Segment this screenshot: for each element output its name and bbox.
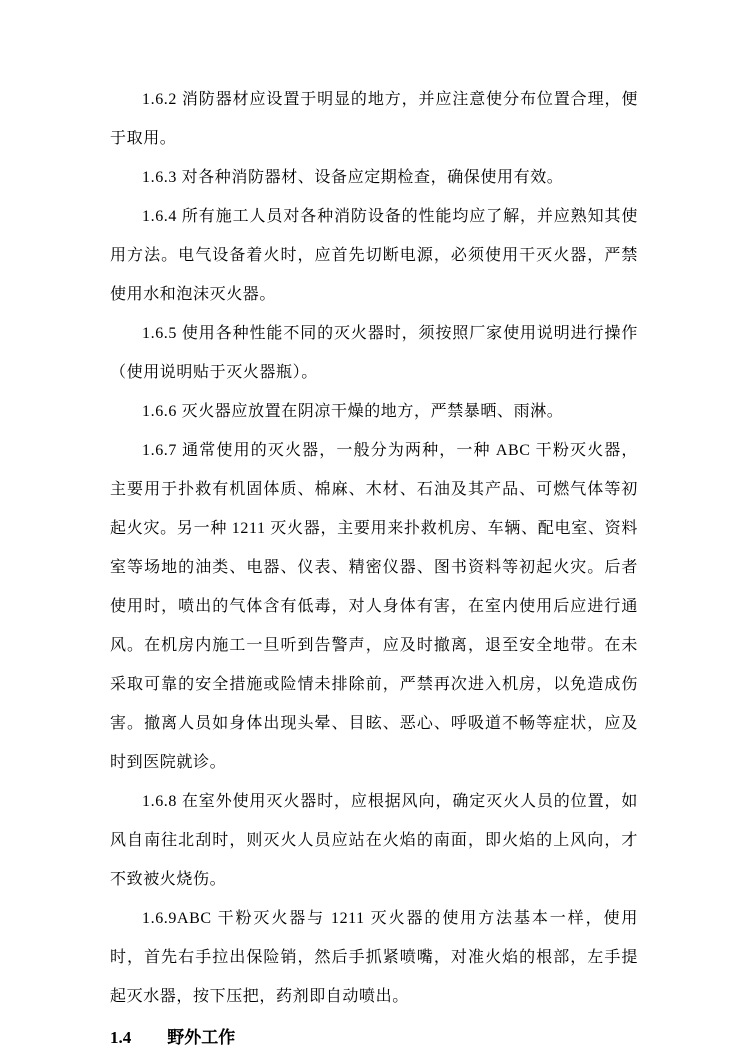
paragraph-1-6-8: 1.6.8 在室外使用灭火器时，应根据风向，确定灭火人员的位置，如风自南往北刮时，则灭火人员应站在火焰的南面，即火焰的上风向，才不致被火烧伤。	[110, 793, 638, 888]
paragraph-1-6-7: 1.6.7 通常使用的灭火器，一般分为两种，一种 ABC 干粉灭火器，主要用于扑救有机固体质、棉麻、木材、石油及其产品、可燃气体等初起火灾。另一种 1211 灭火器，主要用来扑救机房、车辆、配电室、资料室等场地的油类、电器、仪表、精密仪器、图书资料等初起火灾。后者使用时，喷出的气体含有低毒，对人身体有害，在室内使用后应进行通风。在机房内施工一旦听到告警声，应及时撤离，退至安全地带。在未采取可靠的安全措施或险情未排除前，严禁再次进入机房，以免造成伤害。撤离人员如身体出现头晕、目眩、恶心、呼吸道不畅等症状，应及时到医院就诊。	[110, 442, 638, 771]
section-heading	[110, 1016, 638, 1057]
paragraph-1-6-3: 1.6.3 对各种消防器材、设备应定期检查，确保使用有效。	[142, 169, 564, 186]
section-number: 1.4	[110, 1028, 132, 1047]
paragraph-1-6-2: 1.6.2 消防器材应设置于明显的地方，并应注意使分布位置合理，便于取用。	[110, 91, 638, 147]
paragraph-1-6-5: 1.6.5 使用各种性能不同的灭火器时，须按照厂家使用说明进行操作（使用说明贴于灭火器瓶）。	[110, 325, 638, 381]
paragraph-1-6-4: 1.6.4 所有施工人员对各种消防设备的性能均应了解，并应熟知其使用方法。电气设备着火时，应首先切断电源，必须使用干灭火器，严禁使用水和泡沫灭火器。	[110, 208, 638, 303]
paragraph-1-6-9: 1.6.9ABC 干粉灭火器与 1211 灭火器的使用方法基本一样，使用时，首先右手拉出保险销，然后手抓紧喷嘴，对准火焰的根部，左手提起灭水器，按下压把，药剂即自动喷出。	[110, 910, 638, 1005]
section-title: 野外工作	[167, 1028, 236, 1047]
paragraph-1-6-6: 1.6.6 灭火器应放置在阴凉干燥的地方，严禁暴晒、雨淋。	[142, 403, 564, 420]
